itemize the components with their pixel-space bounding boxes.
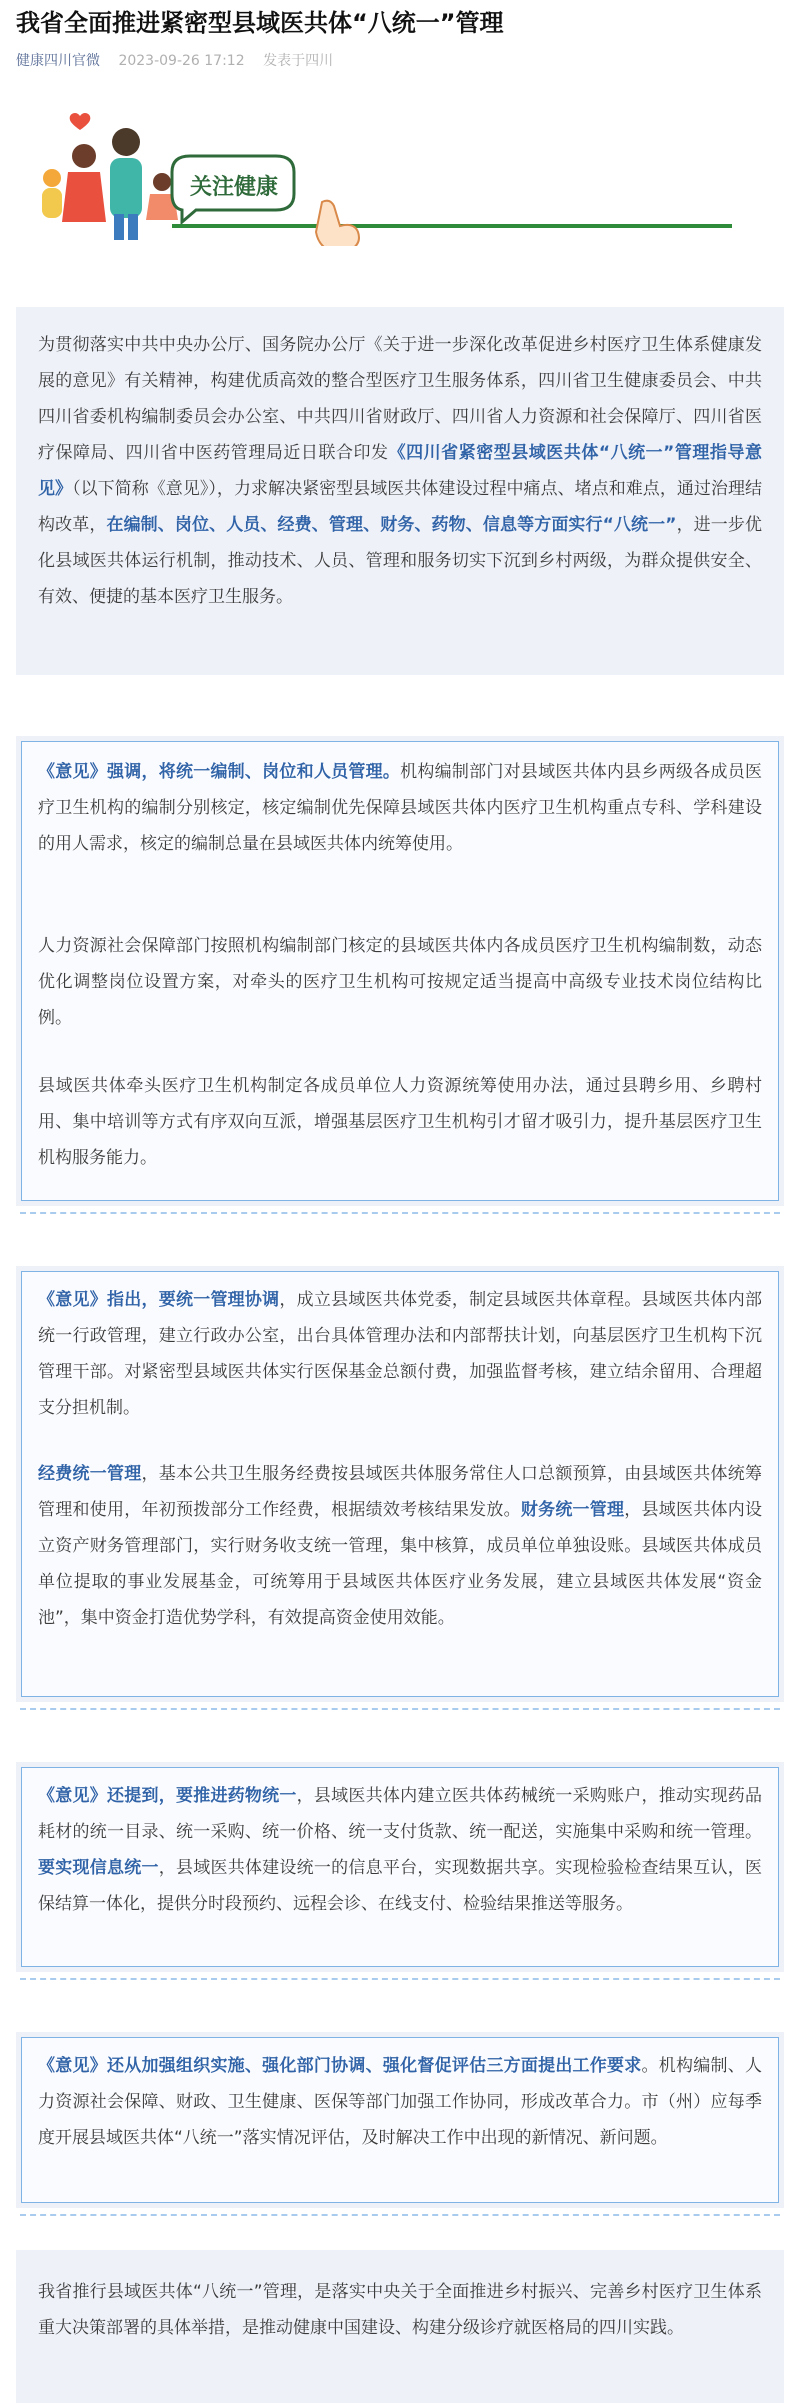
section-drugs-info (16, 1762, 784, 1972)
pointing-hand-icon (316, 201, 359, 246)
management-paragraph-2: 经费统一管理，基本公共卫生服务经费按县域医共体服务常住人口总额预算，由县域医共体统筹管理和使用，年初预拨部分工作经费，根据绩效考核结果发放。财务统一管理，县域医共体内设立资产财务管理部门，实行财务收支统一管理，集中核算，成员单位单独设账。县域医共体成员单位提取的事业发展基金，可统筹用于县域医共体医疗业务发展，建立县域医共体发展“资金池”，集中资金打造优势学科，有效提高资金使用效能。 (38, 1464, 763, 1628)
section-staffing (16, 736, 784, 1206)
staffing-paragraph-2: 人力资源社会保障部门按照机构编制部门核定的县域医共体内各成员医疗卫生机构编制数，动态优化调整岗位设置方案，对牵头的医疗卫生机构可按规定适当提高中高级专业技术岗位结构比例。 (38, 936, 762, 1028)
intro-paragraph: 为贯彻落实中共中央办公厅、国务院办公厅《关于进一步深化改革促进乡村医疗卫生体系健康发展的意见》有关精神，构建优质高效的整合型医疗卫生服务体系，四川省卫生健康委员会、中共四川省委机构编制委员会办公室、中共四川省财政厅、四川省人力资源和社会保障厅、四川省医疗保障局、四川省中医药管理局近日联合印发《四川省紧密型县域医共体“八统一”管理指导意见》（以下简称《意见》），力求解决紧密型县域医共体建设过程中痛点、堵点和难点，通过治理结构改革，在编制、岗位、人员、经费、管理、财务、药物、信息等方面实行“八统一”，进一步优化县域医共体运行机制，推动技术、人员、管理和服务切实下沉到乡村两级，为群众提供安全、有效、便捷的基本医疗卫生服务。 (38, 335, 763, 607)
article-meta (16, 50, 333, 70)
staffing-paragraph-3: 县域医共体牵头医疗卫生机构制定各成员单位人力资源统筹使用办法，通过县聘乡用、乡聘村用、集中培训等方式有序双向互派，增强基层医疗卫生机构引才留才吸引力，提升基层医疗卫生机构服务能力。 (38, 1076, 762, 1168)
heart-icon (70, 113, 91, 130)
banner (22, 106, 734, 246)
section-implementation (16, 2032, 784, 2208)
implementation-paragraph: 《意见》还从加强组织实施、强化部门协调、强化督促评估三方面提出工作要求。机构编制、人力资源社会保障、财政、卫生健康、医保等部门加强工作协同，形成改革合力。市（州）应每季度开展县域医共体“八统一”落实情况评估，及时解决工作中出现的新情况、新问题。 (38, 2056, 763, 2148)
publish-location: 发表于四川 (263, 53, 334, 69)
management-paragraph-1: 《意见》指出，要统一管理协调，成立县域医共体党委，制定县域医共体章程。县域医共体内部统一行政管理，建立行政办公室，出台具体管理办法和内部帮扶计划，向基层医疗卫生机构下沉管理干部。对紧密型县域医共体实行医保基金总额付费，加强监督考核，建立结余留用、合理超支分担机制。 (38, 1290, 763, 1418)
staffing-paragraph-1: 《意见》强调，将统一编制、岗位和人员管理。机构编制部门对县域医共体内县乡两级各成员医疗卫生机构的编制分别核定，核定编制优先保障县域医共体内医疗卫生机构重点专科、学科建设的用人需求，核定的编制总量在县域医共体内统筹使用。 (38, 762, 763, 854)
section-management (16, 1266, 784, 1702)
family-illustration (22, 106, 734, 246)
intro-box (16, 307, 784, 675)
publish-time: 2023-09-26 17:12 (118, 53, 245, 69)
drugs-info-paragraph: 《意见》还提到，要推进药物统一，县域医共体内建立医共体药械统一采购账户，推动实现药品耗材的统一目录、统一采购、统一价格、统一支付货款、统一配送，实施集中采购和统一管理。要实现信息统一，县域医共体建设统一的信息平台，实现数据共享。实现检验检查结果互认，医保结算一体化，提供分时段预约、远程会诊、在线支付、检验结果推送等服务。 (38, 1786, 763, 1914)
article-title: 我省全面推进紧密型县域医共体“八统一”管理 (16, 9, 504, 37)
closing-paragraph: 我省推行县域医共体“八统一”管理，是落实中央关于全面推进乡村振兴、完善乡村医疗卫生体系重大决策部署的具体举措，是推动健康中国建设、构建分级诊疗就医格局的四川实践。 (38, 2282, 762, 2338)
closing-box (16, 2250, 784, 2403)
banner-text: 关注健康 (190, 175, 279, 200)
account-link[interactable]: 健康四川官微 (16, 53, 100, 69)
